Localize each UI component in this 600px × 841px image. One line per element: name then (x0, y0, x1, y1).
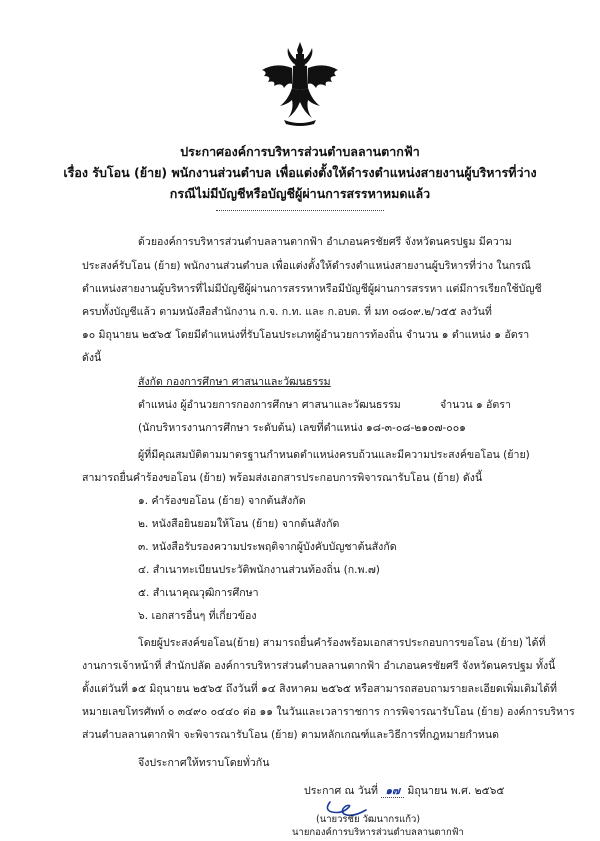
divider-dotted (216, 210, 384, 211)
announcement-title: ประกาศองค์การบริหารส่วนตำบลลานตากฟ้า (180, 144, 420, 159)
document-item: ๒. หนังสือยินยอมให้โอน (ย้าย) จากต้นสังกัด (138, 518, 340, 530)
document-item: ๔. สำเนาทะเบียนประวัติพนักงานส่วนท้องถิ่น (ก.พ.๗) (138, 564, 380, 576)
announcement-subject: เรื่อง รับโอน (ย้าย) พนักงานส่วนตำบล เพื่อแต่งตั้งให้ดำรงตำแหน่งสายงานผู้บริหารที่ว่าง (63, 165, 537, 180)
announce-day: ๑๗ (381, 785, 404, 798)
apply-line: ตั้งแต่วันที่ ๑๕ มิถุนายน ๒๕๖๕ ถึงวันที่ ๑๔ สิงหาคม ๒๕๖๕ หรือสามารถสอบถามรายละเอียดเพิ่มเติมได้ที่ (82, 683, 558, 695)
intro-line: ครบทั้งบัญชีแล้ว ตามหนังสือสำนักงาน ก.จ. ก.ท. และ ก.อบต. ที่ มท ๐๘๐๙.๒/ว๕๕ ลงวันที่ (82, 306, 492, 318)
intro-line: ๑๐ มิถุนายน ๒๕๖๕ โดยมีตำแหน่งที่รับโอนประเภทผู้อำนวยการท้องถิ่น จำนวน ๑ ตำแหน่ง ๑ อัตรา (82, 329, 530, 341)
garuda-emblem-icon (258, 40, 342, 128)
position-title: ตำแหน่ง ผู้อำนวยการกองการศึกษา ศาสนาและวัฒนธรรม (138, 399, 401, 411)
intro-line: ตำแหน่งสายงานผู้บริหารที่ไม่มีบัญชีผู้ผ่านการสรรหาหรือมีบัญชีผู้ผ่านการสรรหา แต่มีการเรียกใช้บัญชี (82, 283, 542, 295)
document-item: ๖. เอกสารอื่นๆ ที่เกี่ยวข้อง (138, 610, 257, 622)
qualify-line: ผู้ที่มีคุณสมบัติตามมาตรฐานกำหนดตำแหน่งครบถ้วนและมีความประสงค์ขอโอน (ย้าย) (138, 449, 530, 461)
position-count: จำนวน ๑ อัตรา (440, 399, 511, 411)
apply-line: หมายเลขโทรศัพท์ ๐ ๓๔๙๐ ๐๔๔๐ ต่อ ๑๑ ในวันและเวลาราชการ การพิจารณารับโอน (ย้าย) องค์การบริหาร (82, 706, 575, 718)
announce-suffix: มิถุนายน พ.ศ. ๒๕๖๕ (407, 785, 505, 797)
closing-line: จึงประกาศให้ทราบโดยทั่วกัน (138, 757, 270, 769)
signer-title: นายกองค์การบริหารส่วนตำบลลานตากฟ้า (292, 827, 464, 838)
document-item: ๑. คำร้องขอโอน (ย้าย) จากต้นสังกัด (138, 495, 306, 507)
qualify-line: สามารถยื่นคำร้องขอโอน (ย้าย) พร้อมส่งเอกสารประกอบการพิจารณารับโอน (ย้าย) ดังนี้ (82, 472, 483, 484)
intro-line: ดังนี้ (82, 352, 102, 364)
signer-name: (นายวรชัย วัฒนากรแก้ว) (316, 814, 421, 825)
announce-date (304, 785, 504, 798)
intro-line: ด้วยองค์การบริหารส่วนตำบลลานตากฟ้า อำเภอนครชัยศรี จังหวัดนครปฐม มีความ (138, 236, 512, 248)
announcement-subject-cont: กรณีไม่มีบัญชีหรือบัญชีผู้ผ่านการสรรหาหมดแล้ว (169, 186, 431, 201)
section-heading: สังกัด กองการศึกษา ศาสนาและวัฒนธรรม (138, 376, 331, 388)
announce-prefix: ประกาศ ณ วันที่ (304, 785, 378, 797)
apply-line: โดยผู้ประสงค์ขอโอน(ย้าย) สามารถยื่นคำร้องพร้อมเอกสารประกอบการขอโอน (ย้าย) ได้ที่ (138, 637, 546, 649)
intro-line: ประสงค์รับโอน (ย้าย) พนักงานส่วนตำบล เพื่อแต่งตั้งให้ดำรงตำแหน่งสายงานผู้บริหารที่ว่าง ในกรณี (82, 260, 531, 272)
apply-line: งานการเจ้าหน้าที่ สำนักปลัด องค์การบริหารส่วนตำบลลานตากฟ้า อำเภอนครชัยศรี จังหวัดนครปฐม ทั้งนี้ (82, 660, 556, 672)
position-detail: (นักบริหารงานการศึกษา ระดับต้น) เลขที่ตำแหน่ง ๑๘-๓-๐๘-๒๑๐๗-๐๐๑ (138, 422, 466, 434)
document-item: ๓. หนังสือรับรองความประพฤติจากผู้บังคับบัญชาต้นสังกัด (138, 541, 397, 553)
apply-line: ส่วนตำบลลานตากฟ้า จะพิจารณารับโอน (ย้าย) ตามหลักเกณฑ์และวิธีการที่กฎหมายกำหนด (82, 729, 499, 741)
document-item: ๕. สำเนาคุณวุฒิการศึกษา (138, 587, 259, 599)
